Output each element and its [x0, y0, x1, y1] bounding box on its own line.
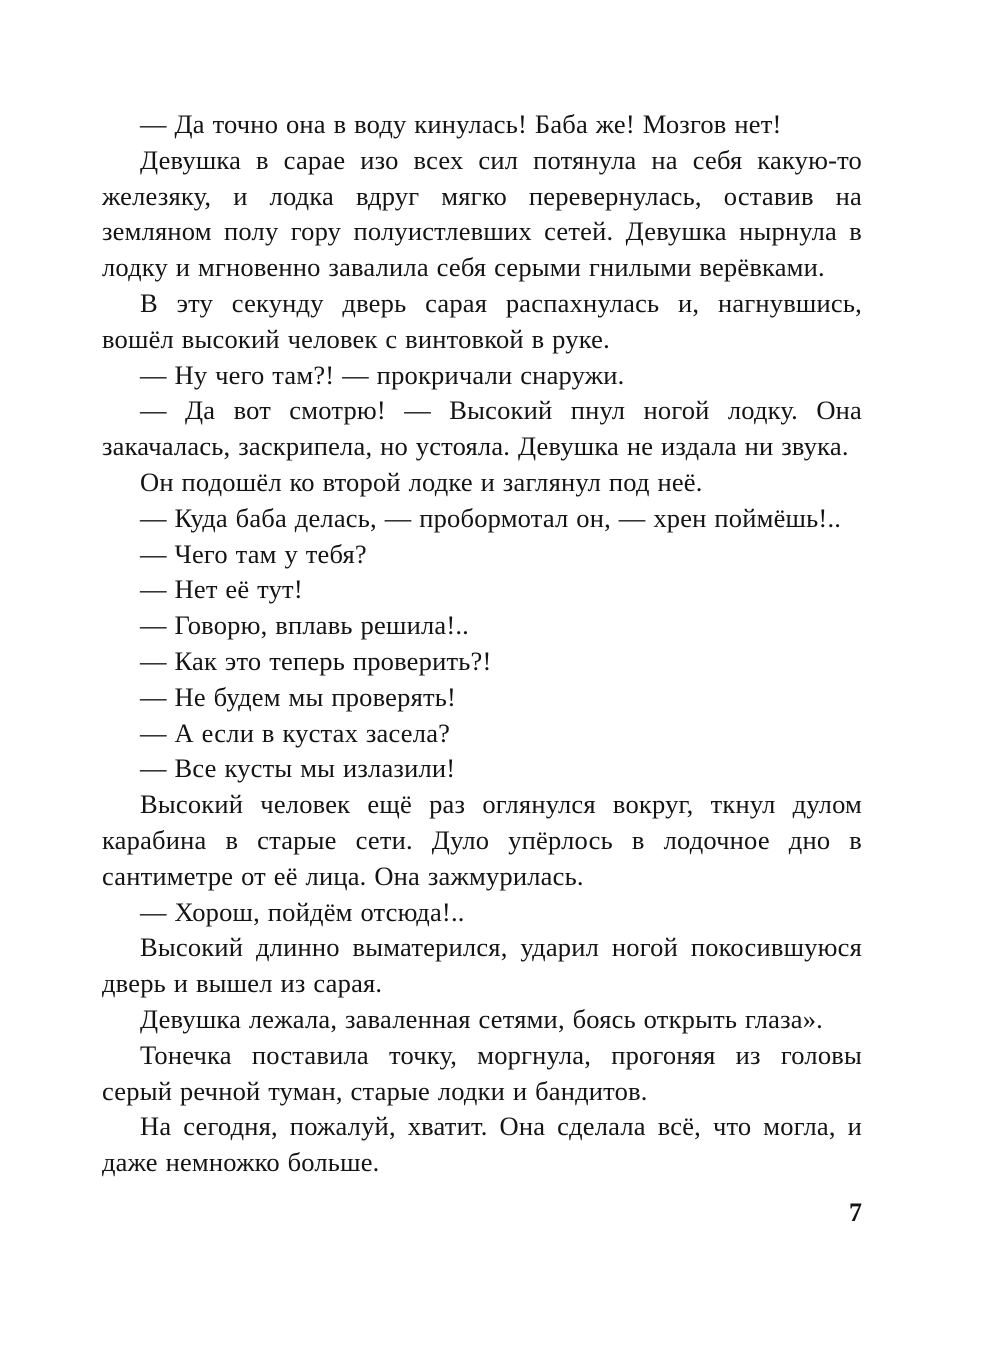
page-number: 7 [849, 1198, 862, 1227]
paragraph: — Куда баба делась, — пробормотал он, — хрен поймёшь!.. [140, 502, 842, 533]
paragraph: Тонечка поставила точку, моргнула, прогоняя из головы серый речной туман, старые лодки и бандитов. [102, 1039, 862, 1106]
paragraph: — Чего там у тебя? [140, 538, 367, 569]
paragraph: — Как это теперь проверить?! [140, 645, 492, 676]
paragraph: Высокий человек ещё раз оглянулся вокруг, ткнул дулом карабина в старые сети. Дуло упёрлось в лодочное дно в сантиметре от её лица. Она зажмурилась. [102, 789, 862, 891]
paragraph: В эту секунду дверь сарая распахнулась и, нагнувшись, вошёл высокий человек с винтовкой в руке. [102, 287, 862, 354]
paragraph: Высокий длинно выматерился, ударил ногой покосившуюся дверь и вышел из сарая. [102, 932, 862, 999]
page-text [102, 107, 862, 1181]
paragraph: — Не будем мы проверять! [140, 681, 457, 712]
paragraph: — Все кусты мы излазили! [140, 753, 456, 784]
paragraph: На сегодня, пожалуй, хватит. Она сделала всё, что могла, и даже немножко больше. [102, 1111, 862, 1178]
paragraph: — Да вот смотрю! — Высокий пнул ногой лодку. Она закачалась, заскрипела, но устояла. Девушка не издала ни звука. [102, 395, 862, 462]
paragraph: — Да точно она в воду кинулась! Баба же! Мозгов нет! [140, 109, 782, 139]
paragraph: — Хорош, пойдём отсюда!.. [140, 896, 465, 927]
paragraph: Девушка лежала, заваленная сетями, боясь открыть глаза». [140, 1003, 823, 1034]
paragraph: — Говорю, вплавь решила!.. [140, 610, 470, 641]
paragraph: — Нет её тут! [140, 574, 303, 605]
paragraph: — Ну чего там?! — прокричали снаружи. [140, 359, 625, 390]
paragraph: — А если в кустах засела? [140, 717, 451, 748]
paragraph: Он подошёл ко второй лодке и заглянул под неё. [140, 466, 703, 497]
paragraph: Девушка в сарае изо всех сил потянула на себя какую-то железяку, и лодка вдруг мягко перевернулась, оставив на земляном полу гору полуистлевших сетей. Девушка нырнула в лодку и мгновенно завалила себя серыми гнилыми верёвками. [102, 144, 862, 283]
